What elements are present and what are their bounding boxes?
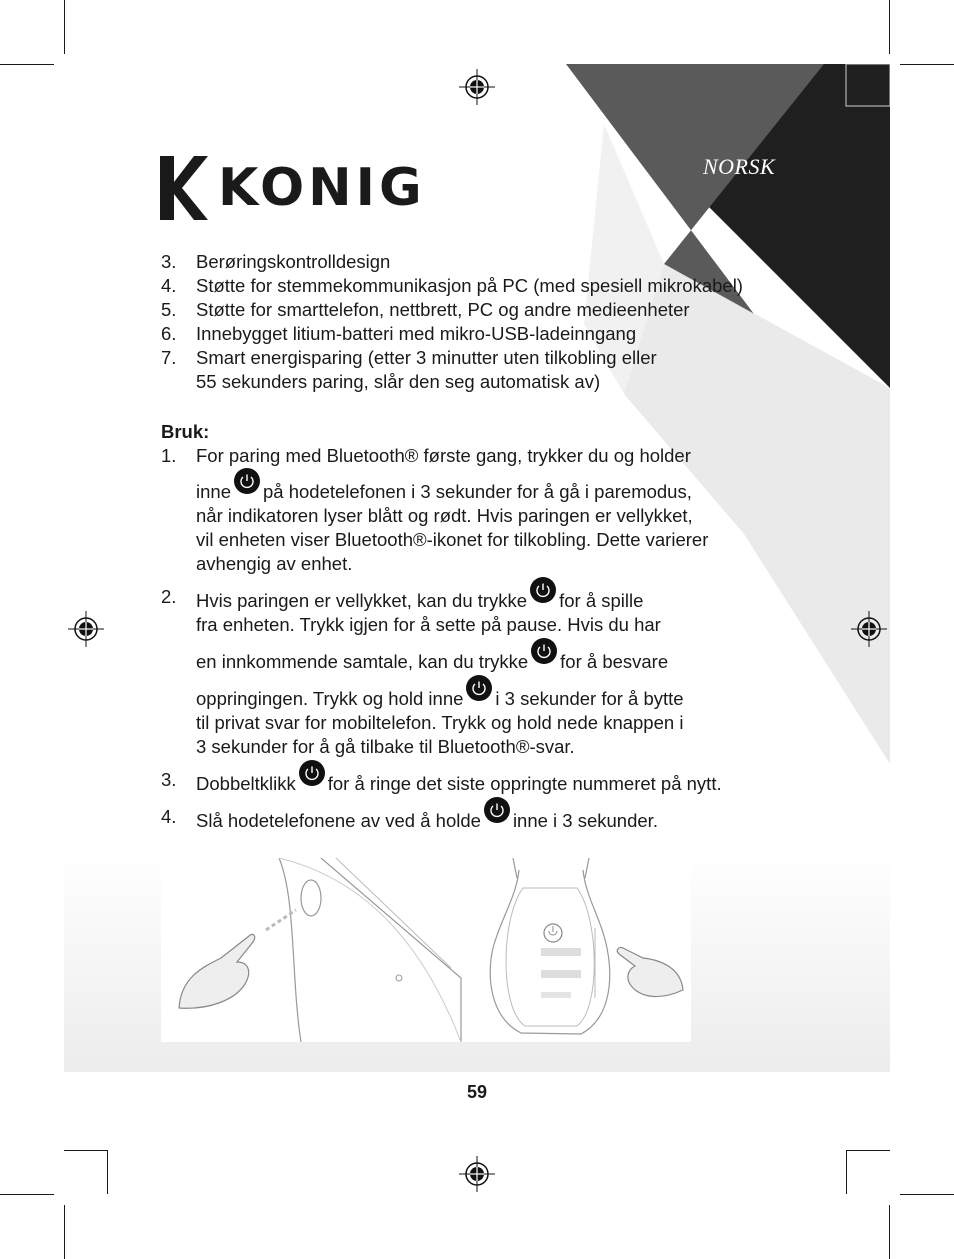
registration-mark [459, 1156, 495, 1192]
registration-mark [459, 69, 495, 105]
crop-mark [107, 1150, 108, 1194]
registration-mark [851, 611, 887, 647]
language-label: NORSK [703, 154, 776, 179]
crop-mark [900, 64, 954, 65]
crop-mark [0, 1194, 54, 1195]
registration-mark [68, 611, 104, 647]
page-number: 59 [466, 1082, 488, 1102]
crop-mark [64, 0, 65, 54]
crop-mark [846, 1150, 847, 1194]
list-item: 2. Hvis paringen er vellykket, kan du trykke for å spille fra enheten. Trykk igjen for å sette på pause. Hvis du har en innkommende samtale, kan du trykke for å besvare oppringingen. Trykk og hold inne i 3 sekunder for å bytte til privat svar for mobiltelefon. Trykk og hold nede knappen i 3 sekunder for å gå tilbake til Bluetooth®-svar. [161, 585, 761, 759]
crop-mark [900, 1194, 954, 1195]
crop-mark [64, 1205, 65, 1259]
list-item: 6. Innebygget litium-batteri med mikro-USB-ladeinngang [161, 323, 637, 344]
crop-mark [846, 1150, 890, 1151]
crop-mark [0, 64, 54, 65]
list-item: 1. For paring med Bluetooth® første gang, trykker du og holder inne på hodetelefonen i 3 sekunder for å gå i paremodus, når indikatoren lyser blått og rødt. Hvis paringen er vellykket, vil enheten viser Bluetooth®-ikonet for tilkobling. Dette varierer avhengig av enhet. [161, 445, 709, 574]
power-icon [484, 797, 510, 823]
list-item: 4. Støtte for stemmekommunikasjon på PC (med spesiell mikrokabel) [161, 275, 743, 296]
list-item: 5. Støtte for smarttelefon, nettbrett, PC og andre medieenheter [161, 299, 690, 320]
power-icon [299, 760, 325, 786]
crop-mark [889, 1205, 890, 1259]
section-heading-usage: Bruk: [161, 421, 210, 442]
power-icon [466, 675, 492, 701]
document-body [161, 250, 761, 883]
brand-logo [160, 156, 426, 220]
list-item: 4. Slå hodetelefonene av ved å holde inne i 3 sekunder. [161, 805, 761, 833]
list-item: 7. Smart energisparing (etter 3 minutter uten tilkobling eller 55 sekunders paring, slår den seg automatisk av) [161, 347, 657, 392]
power-icon [530, 577, 556, 603]
headphone-drawing [161, 858, 691, 1042]
crop-mark [889, 0, 890, 54]
list-item: 3. Berøringskontrolldesign [161, 251, 391, 272]
headphone-illustration [161, 858, 691, 1042]
brand-name: KONIG [218, 158, 426, 218]
crop-mark [64, 1150, 107, 1151]
list-item: 3. Dobbeltklikk for å ringe det siste oppringte nummeret på nytt. [161, 768, 761, 796]
power-icon [531, 638, 557, 664]
power-icon [234, 468, 260, 494]
brand-k-icon [160, 156, 208, 220]
